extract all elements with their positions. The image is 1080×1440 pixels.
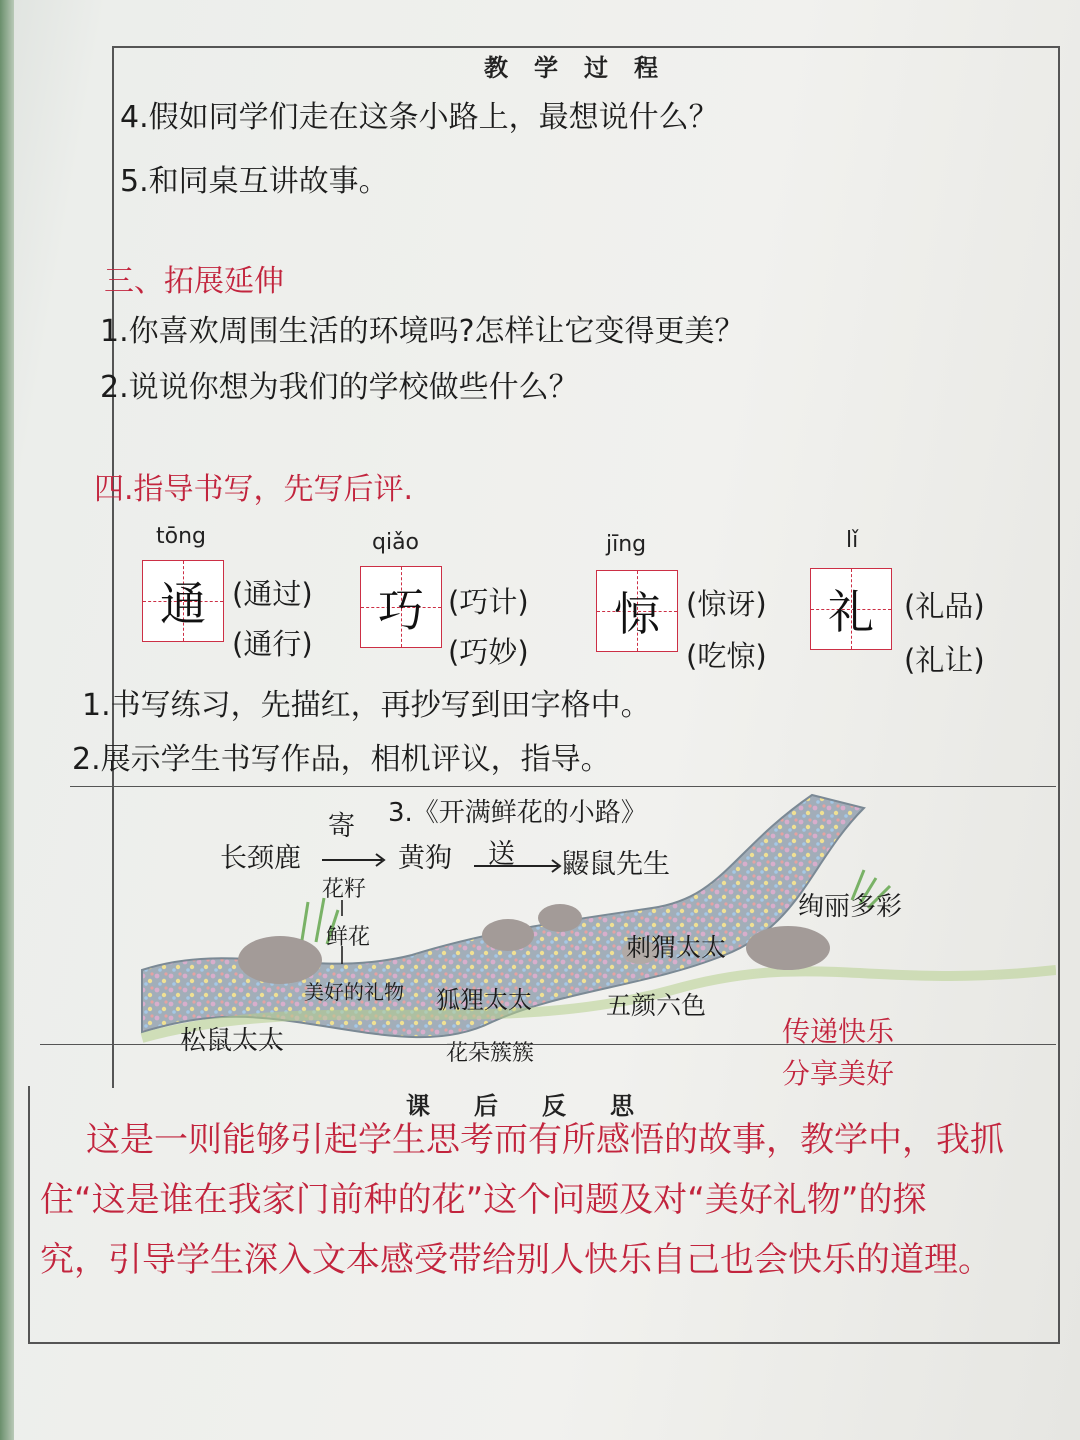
board-title: 3.《开满鲜花的小路》 (388, 798, 647, 828)
board-bright: 绚丽多彩 (798, 892, 903, 922)
pinyin-tong: tōng (156, 524, 206, 549)
word-lipin: (礼品) (904, 589, 985, 623)
reflection-line-1: 这是一则能够引起学生思考而有所感悟的故事，教学中，我抓 (86, 1120, 1004, 1160)
board-verb-deliver: 送 (488, 839, 515, 870)
section3-heading: 三、拓展延伸 (104, 264, 284, 299)
section4-item-1: 1.书写练习，先描红，再抄写到田字格中。 (82, 688, 651, 723)
character-li: 礼 (828, 585, 874, 639)
process-header: 教学过程 (484, 53, 684, 82)
board-flowers: 鲜花 (326, 925, 371, 950)
board-yellow-dog: 黄狗 (398, 843, 452, 874)
board-mole: 鼹鼠先生 (562, 849, 670, 880)
reflection-header: 课后反思 (406, 1091, 678, 1120)
divider-reflection (40, 1044, 1056, 1045)
board-giraffe: 长颈鹿 (220, 843, 301, 874)
section2-item-4: 4.假如同学们走在这条小路上，最想说什么？ (120, 100, 719, 135)
section3-item-2: 2.说说你想为我们的学校做些什么？ (100, 370, 579, 405)
section4-item-2: 2.展示学生书写作品，相机评议，指导。 (72, 742, 611, 777)
character-jing: 惊 (614, 587, 660, 641)
word-qiaomiao: (巧妙) (448, 635, 529, 669)
rock (482, 919, 534, 951)
pinyin-qiao: qiǎo (372, 530, 420, 555)
reflection-line-2: 住“这是谁在我家门前种的花”这个问题及对“美好礼物”的探 (40, 1180, 927, 1220)
pinyin-jing: jīng (606, 532, 647, 557)
word-jingya: (惊讶) (686, 587, 767, 621)
board-verb-send: 寄 (328, 811, 355, 842)
section2-item-5: 5.和同桌互讲故事。 (120, 164, 389, 199)
board-theme-2: 分享美好 (782, 1057, 895, 1090)
rock (538, 904, 582, 932)
board-fox: 狐狸太太 (436, 986, 532, 1014)
board-colors: 五颜六色 (606, 991, 707, 1020)
tianzige-grid-tong (142, 560, 224, 642)
word-qiaoji: (巧计) (448, 585, 529, 619)
board-hedgehog: 刺猬太太 (626, 933, 727, 962)
rock (746, 926, 830, 970)
reflection-line-3: 究，引导学生深入文本感受带给别人快乐自己也会快乐的道理。 (40, 1240, 992, 1280)
character-tong: 通 (160, 577, 206, 631)
board-gift: 美好的礼物 (304, 980, 404, 1004)
divider-board (70, 786, 1056, 787)
green-cover-edge (0, 0, 14, 1440)
character-qiao: 巧 (378, 583, 424, 637)
tianzige-grid-qiao (360, 566, 442, 648)
board-cluster: 花朵簇簇 (446, 1041, 535, 1066)
tianzige-grid-jing (596, 570, 678, 652)
board-theme-1: 传递快乐 (782, 1015, 895, 1048)
tianzige-grid-li (810, 568, 892, 650)
word-tongxing: (通行) (232, 627, 313, 661)
word-tongguo: (通过) (232, 577, 313, 611)
board-squirrel: 松鼠太太 (180, 1026, 285, 1056)
board-seeds: 花籽 (322, 877, 367, 902)
word-chijing: (吃惊) (686, 639, 767, 673)
pinyin-li: lǐ (846, 528, 859, 553)
section3-item-1: 1.你喜欢周围生活的环境吗?怎样让它变得更美？ (100, 314, 745, 349)
word-lirang: (礼让) (904, 643, 985, 677)
section4-heading: 四.指导书写，先写后评. (94, 472, 414, 507)
